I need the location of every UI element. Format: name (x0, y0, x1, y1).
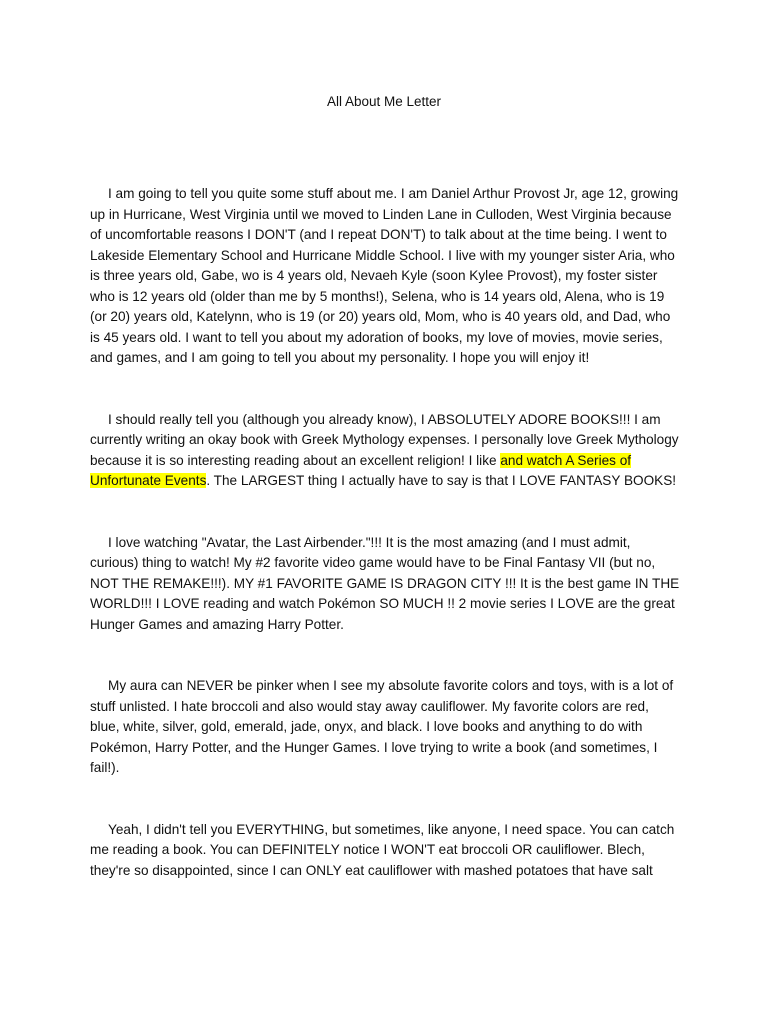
document-title: All About Me Letter (326, 94, 442, 109)
paragraph-intro: I am going to tell you quite some stuff about me. I am Daniel Arthur Provost Jr, age 12, growing up in Hurricane, West Virginia until we moved to Linden Lane in Culloden, West Virginia because of uncomfortable reasons I DON'T (and I repeat DON'T) to talk about at the time being. I went to Lakeside Elementary School and Hurricane Middle School. I live with my younger sister Aria, who is three years old, Gabe, wo is 4 years old, Nevaeh Kyle (soon Kylee Provost), my foster sister who is 12 years old (older than me by 5 months!), Selena, who is 14 years old, Alena, who is 19 (or 20) years old, Katelynn, who is 19 (or 20) years old, Mom, who is 40 years old, and Dad, who is 45 years old. I want to tell you about my adoration of books, my love of movies, movie series, and games, and I am going to tell you about my personality. I hope you will enjoy it! (90, 186, 679, 365)
paragraph-movies-games: I love watching "Avatar, the Last Airbender."!!! It is the most amazing (and I must admit, curious) thing to watch! My #2 favorite video game would have to be Final Fantasy VII (but no, NOT THE REMAKE!!!). MY #1 FAVORITE GAME IS DRAGON CITY !!! It is the best game IN THE WORLD!!! I LOVE reading and watch Pokémon SO MUCH !! 2 movie series I LOVE are the great Hunger Games and amazing Harry Potter. (90, 534, 680, 632)
highlighted-text: and watch A Series of Unfortunate Events (90, 452, 632, 488)
paragraph-favorites: My aura can NEVER be pinker when I see my absolute favorite colors and toys, with is a lot of stuff unlisted. I hate broccoli and also would stay away cauliflower. My favorite colors are red, blue, white, silver, gold, emerald, jade, onyx, and black. I love books and anything to do with Pokémon, Harry Potter, and the Hunger Games. I love trying to write a book (and sometimes, I fail!). (90, 678, 674, 775)
document-body (90, 184, 680, 922)
paragraph-books (90, 410, 680, 492)
paragraph-books-text-before: I should really tell you (although you already know), I ABSOLUTELY ADORE BOOKS!!! I am currently writing an okay book with Greek Mythology expenses. I personally love Greek Mythology because it is so interesting reading about an excellent religion! I like (90, 411, 679, 468)
paragraph-books-text-after: . The LARGEST thing I actually have to say is that I LOVE FANTASY BOOKS! (206, 473, 677, 488)
paragraph-closing: Yeah, I didn't tell you EVERYTHING, but sometimes, like anyone, I need space. You can catch me reading a book. You can DEFINITELY notice I WON'T eat broccoli OR cauliflower. Blech, they're so disappointed, since I can ONLY eat cauliflower with mashed potatoes that have salt (90, 821, 675, 878)
